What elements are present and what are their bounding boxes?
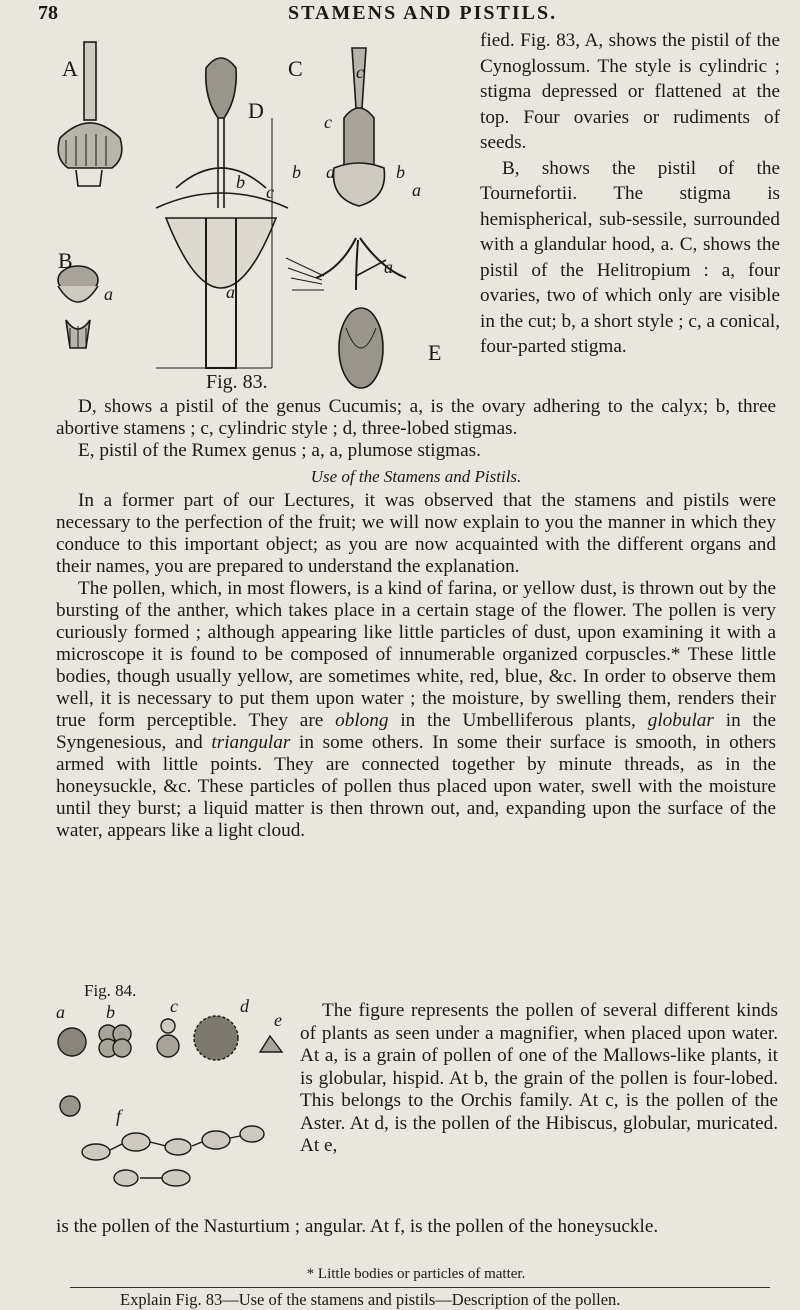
pollen-a (58, 1028, 86, 1056)
label-a-C2: a (412, 180, 421, 200)
section-heading: Use of the Stamens and Pistils. (310, 467, 522, 486)
figure-83 (56, 28, 466, 398)
emphasis: oblong (335, 710, 389, 731)
label-A: A (62, 56, 78, 81)
page-number: 78 (38, 2, 58, 24)
running-title: STAMENS AND PISTILS. (288, 2, 558, 24)
label-a: a (56, 1002, 65, 1022)
figure-83-label: Fig. 83. (206, 371, 268, 393)
label-b: b (106, 1002, 115, 1022)
figure-83-drawing (56, 28, 466, 398)
main-text (56, 396, 776, 842)
figure-83-description (480, 28, 780, 360)
label-c-C2: c (324, 112, 332, 132)
figure-84-continuation (56, 1216, 776, 1237)
figure-84-drawing (56, 982, 288, 1212)
figure-84 (56, 982, 288, 1212)
label-E: E (428, 340, 442, 365)
paragraph: The figure represents the pollen of several different kinds of plants as seen under a magnifier, when placed upon water. At a, is a grain of pollen of one of the Mallows-like plants, it is globular, hispid. At b, the grain of the pollen is four-lobed. This belongs to the Orchis family. At c, is the pollen of the Aster. At d, is the pollen of the Hibiscus, globular, muricated. At e, (300, 1000, 778, 1156)
figure-84-description (300, 1000, 778, 1158)
emphasis: globular (647, 710, 714, 731)
figure-84-label: Fig. 84. (84, 982, 137, 1000)
pollen-f (82, 1126, 264, 1186)
label-f: f (116, 1106, 122, 1126)
label-c-D: c (266, 182, 274, 202)
footnote: * Little bodies or particles of matter. (306, 1266, 526, 1282)
paragraph: is the pollen of the Nasturtium ; angular. At f, is the pollen of the honeysuckle. (56, 1216, 659, 1237)
label-a-B: a (104, 284, 113, 304)
emphasis: triangular (211, 732, 291, 753)
label-b-C: b (396, 162, 405, 182)
label-c-C: c (356, 62, 364, 82)
paragraph (56, 578, 776, 842)
paragraph: D, shows a pistil of the genus Cucumis; a, is the ovary adhering to the calyx; b, three abortive stamens ; c, cylindric style ; d, three-lobed stigmas. (56, 396, 776, 439)
label-C: C (288, 56, 303, 81)
pollen-d (194, 1016, 238, 1060)
pollen-b (99, 1025, 131, 1057)
paragraph: In a former part of our Lectures, it was observed that the stamens and pistils were necessary to the perfection of the fruit; we will now explain to you the manner in which they conduce to this important object; as you are now acquainted with the different organs and their names, you are prepared to understand the explanation. (56, 490, 776, 577)
label-d: d (240, 996, 249, 1016)
pistil-d-illustration (156, 58, 288, 368)
label-b-D: b (236, 172, 245, 192)
label-a-E: a (384, 257, 393, 277)
page-caption: Explain Fig. 83—Use of the stamens and pistils—Description of the pollen. (120, 1290, 621, 1309)
paragraph: B, shows the pistil of the Tournefortii. The stigma is hemispherical, sub-sessile, surrounded with a glandular hood, a. C, shows the pistil of the Helitropium : a, four ovaries, two of which only are visible in the cut; b, a short style ; c, a conical, four-parted stigma. (480, 157, 780, 357)
text-run: in some others. In some their surface is smooth, in others armed with little points. They are connected together by minute threads, as in the honeysuckle, &c. These particles of pollen thus placed upon water, swell with the moisture until they burst; a liquid matter is then thrown out, and, expanding upon the surface of the water, appears like a light cloud. (56, 732, 776, 841)
text-run: in the Syngenesious, and (56, 710, 776, 753)
label-a-C: a (326, 162, 335, 182)
pistil-b-illustration (58, 266, 98, 348)
label-D: D (248, 98, 264, 123)
label-a-D: a (226, 282, 235, 302)
text-run: The pollen, which, in most flowers, is a kind of farina, or yellow dust, is thrown out by the bursting of the anther, which takes place in a certain stage of the flower. The pollen is very curiously formed ; although appearing like little particles of dust, upon examining it with a microscope it is found to be composed of innumerable organized corpuscles.* These little bodies, though usually yellow, are sometimes white, red, blue, &c. In order to observe them well, it is necessary to put them upon water ; the moisture, by swelling them, renders their true form perceptible. They are (56, 578, 776, 731)
label-B: B (58, 248, 73, 273)
label-b-D2: b (292, 162, 301, 182)
pollen-e (260, 1036, 282, 1052)
label-e: e (274, 1010, 282, 1030)
paragraph: E, pistil of the Rumex genus ; a, a, plumose stigmas. (78, 440, 481, 461)
divider (70, 1287, 770, 1288)
text-run: in the Umbelliferous plants, (388, 710, 648, 731)
page-header (38, 2, 778, 28)
paragraph: fied. Fig. 83, A, shows the pistil of the Cynoglossum. The style is cylindric ; stigma depressed or flattened at the top. Four ovaries or rudiments of seeds. (480, 30, 780, 153)
pollen-c (161, 1019, 175, 1033)
label-c: c (170, 996, 178, 1016)
